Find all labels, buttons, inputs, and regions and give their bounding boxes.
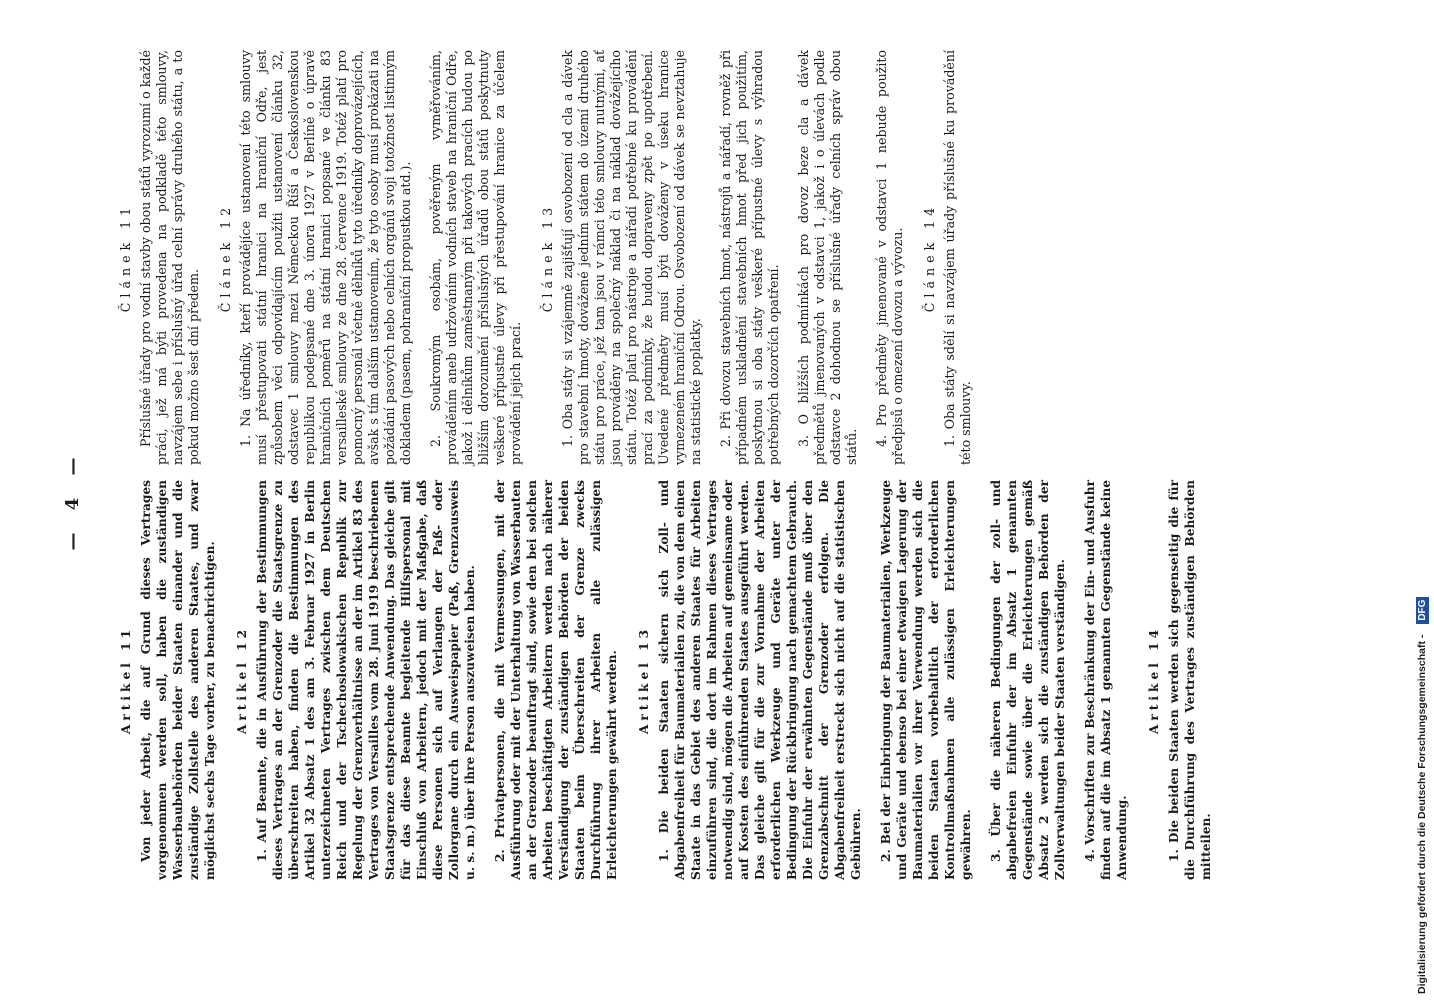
german-column	[118, 480, 1230, 880]
czech-article-11-heading: Článek 11	[118, 202, 133, 313]
czech-article-12	[218, 50, 524, 465]
german-article-14	[1146, 480, 1214, 880]
german-article-12	[234, 480, 620, 880]
german-article-12-heading: Artikel 12	[235, 625, 249, 735]
czech-article-14-heading: Článek 14	[922, 202, 937, 313]
digitization-credit-text: Digitalisierung gefördert durch die Deutsche Forschungsgemeinschaft	[1416, 641, 1428, 994]
czech-article-13-heading: Článek 13	[540, 202, 555, 313]
german-article-14-paragraph: 1. Die beiden Staaten werden sich gegenseitig die für die Durchführung des Vertrages zuständigen Behörden mitteilen.	[1167, 480, 1213, 880]
german-article-12-paragraph-2: 2. Privatpersonen, die mit Vermessungen, mit der Ausführung oder mit der Unterhaltung von Wasserbauten an der Grenzoder beauftragt sind, sowie den bei solchen Arbeiten beschäftigten Arbeitern werden nach näherer Verständigung der zuständigen Behörden der beiden Staaten beim Überschreiten der Grenze zwecks Durchführung ihrer Arbeiten alle zulässigen Erleichterungen gewährt werden.	[493, 480, 619, 880]
czech-article-13-paragraph-3: 3. O bližších podmínkách pro dovoz beze cla a dávek předmětů jmenovaných v odstavci 1, jakož i o úlevách podle odstavce 2 dohodnou se příslušné úřady celních správ obou států.	[796, 50, 859, 465]
german-article-11-paragraph: Von jeder Arbeit, die auf Grund dieses Vertrages vorgenommen werden soll, haben die zuständigen Wasserbaubehörden beider Staaten einander und die zuständige Zollstelle des anderen Staates, und zwar möglichst sechs Tage vorher, zu benachrichtigen.	[139, 480, 217, 880]
czech-article-12-paragraph-1: 1. Na úředníky, kteří provádějíce ustanovení této smlouvy musí přestupovati státní hranici na hraniční Odře, jest způsobem věci odpovídajícím použíti ustanovení článku 32, odstavec 1 smlouvy mezi Německou Říší a Československou republikou podepsané dne 3. února 1927 v Berlíně o úpravě hraničních poměrů na státní hranici popsané ve článku 83 versailleské smlouvy ze dne 28. července 1919. Totéž platí pro pomocný personál včetně dělníků tyto úředníky doprovázejících, avšak s tím dalším ustanovením, že tyto osoby musí prokázati na požádání pasových nebo celních orgánů svoji totožnost listinným dokladem (pasem, pohraniční propustkou atd.).	[238, 50, 413, 465]
czech-article-14	[922, 50, 974, 465]
german-article-11-heading: Artikel 11	[119, 625, 133, 735]
czech-article-13-paragraph-1: 1. Oba státy si vzájemně zajišťují osvobození od cla a dávek pro stavební hmoty, dovážené jedním státem do území druhého státu pro práce, jež tam jsou v rámci této smlouvy nutnými, ať jsou prováděny na společný náklad či na náklad dovážejícího státu. Totéž platí pro nástroje a nářadí potřebné ku provádění prací za podmínky, že budou dopraveny zpět po upotřebení. Uvedené předměty musí býti dováženy v úseku hranice vymezeném hraniční Odrou. Osvobození od dávek se nevztahuje na statistické poplatky.	[560, 50, 703, 465]
german-article-13-paragraph-3: 3. Über die näheren Bedingungen der zoll- und abgabefreien Einfuhr der im Absatz 1 genannten Gegenstände sowie über die Erleichterungen gemäß Absatz 2 werden sich die zuständigen Behörden der Zollverwaltungen beider Staaten verständigen.	[989, 480, 1067, 880]
german-article-11	[118, 480, 218, 880]
czech-article-13-paragraph-4: 4. Pro předměty jmenované v odstavci 1 nebude použito předpisů o omezení dovozu a vývozu.	[874, 50, 905, 465]
digitization-credit	[1414, 6, 1430, 994]
german-article-12-paragraph-1: 1. Auf Beamte, die in Ausführung der Bestimmungen dieses Vertrages an der Grenzoder die Staatsgrenze zu überschreiten haben, finden die Bestimmungen des Artikel 32 Absatz 1 des am 3. Februar 1927 in Berlin unterzeichneten Vertrages zwischen dem Deutschen Reich und der Tschechoslowakischen Republik zur Regelung der Grenzverhältnisse an der im Artikel 83 des Vertrages von Versailles vom 28. Juni 1919 beschriebenen Staatsgrenze entsprechende Anwendung. Das gleiche gilt für das diese Beamte begleitende Hilfspersonal mit Einschluß von Arbeitern, jedoch mit der Maßgabe, daß diese Personen sich auf Verlangen der Paß- oder Zollorgane durch ein Ausweispapier (Paß, Grenzausweis u. s. m.) über ihre Person auszuweisen haben.	[255, 480, 477, 880]
german-article-13-paragraph-4: 4. Vorschriften zur Beschränkung der Ein- und Ausfuhr finden auf die im Absatz 1 genannten Gegenstände keine Anwendung.	[1083, 480, 1129, 880]
czech-article-13	[540, 50, 906, 465]
czech-article-11-paragraph: Příslušné úřady pro vodní stavby obou států vyrozumí o každé práci, jež má býti provedena na podkladě této smlouvy, navzájem sebe i příslušný úřad celní správy druhého státu, a to pokud možno šest dní předem.	[138, 50, 201, 465]
czech-article-14-paragraph: 1. Oba státy sdělí si navzájem úřady příslušné ku provádění této smlouvy.	[942, 50, 973, 465]
czech-article-13-paragraph-2: 2. Při dovozu stavebních hmot, nástrojů a nářadí, rovněž při případném uskladnění stavebních hmot před jich použitím, poskytnou si oba státy veškeré přípustné úlevy s výhradou potřebných dozorčích opatření.	[718, 50, 781, 465]
digitization-credit-line: Digitalisierung gefördert durch die Deutsche Forschungsgemeinschaft - DFG	[1414, 6, 1430, 994]
german-article-14-heading: Artikel 14	[1147, 625, 1161, 735]
german-article-13-paragraph-2: 2. Bei der Einbringung der Baumaterialien, Werkzeuge und Geräte und ebenso bei einer etwaigen Lagerung der Baumaterialien vor ihrer Verwendung werden sich die beiden Staaten vorbehaltlich der erforderlichen Kontrollmaßnahmen alle zulässigen Erleichterungen gewähren.	[879, 480, 973, 880]
dfg-logo: DFG	[1416, 597, 1429, 624]
german-article-13-paragraph-1: 1. Die beiden Staaten sichern sich Zoll- und Abgabenfreiheit für Baumaterialien zu, die von dem einen Staate in das Gebiet des anderen Staates für Arbeiten einzuführen sind, die dort im Rahmen dieses Vertrages notwendig sind, mögen die Arbeiten auf gemeinsame oder auf Kosten des einführenden Staates ausgeführt werden. Das gleiche gilt für die zur Vornahme der Arbeiten erforderlichen Werkzeuge und Geräte unter der Bedingung der Rückbringung nach gemachtem Gebrauch. Die Einfuhr der erwähnten Gegenstände muß über den Grenzabschnitt der Grenzoder erfolgen. Die Abgabenfreiheit erstreckt sich nicht auf die statistischen Gebühren.	[657, 480, 863, 880]
czech-article-11	[118, 50, 202, 465]
czech-column	[118, 50, 990, 465]
czech-article-12-paragraph-2: 2. Soukromým osobám, pověřeným vyměřováním, prováděním aneb udržováním vodních staveb na hraniční Odře, jakož i dělníkům zaměstnaným při takových pracích budou po bližším dorozumění příslušných úřadů obou států poskytnuty veškeré přípustné úlevy při přestupování hranice za účelem provádění jejich prací.	[428, 50, 523, 465]
czech-article-12-heading: Článek 12	[218, 202, 233, 313]
page-number: — 4 —	[62, 449, 83, 551]
german-article-13-heading: Artikel 13	[637, 625, 651, 735]
german-article-13	[636, 480, 1130, 880]
